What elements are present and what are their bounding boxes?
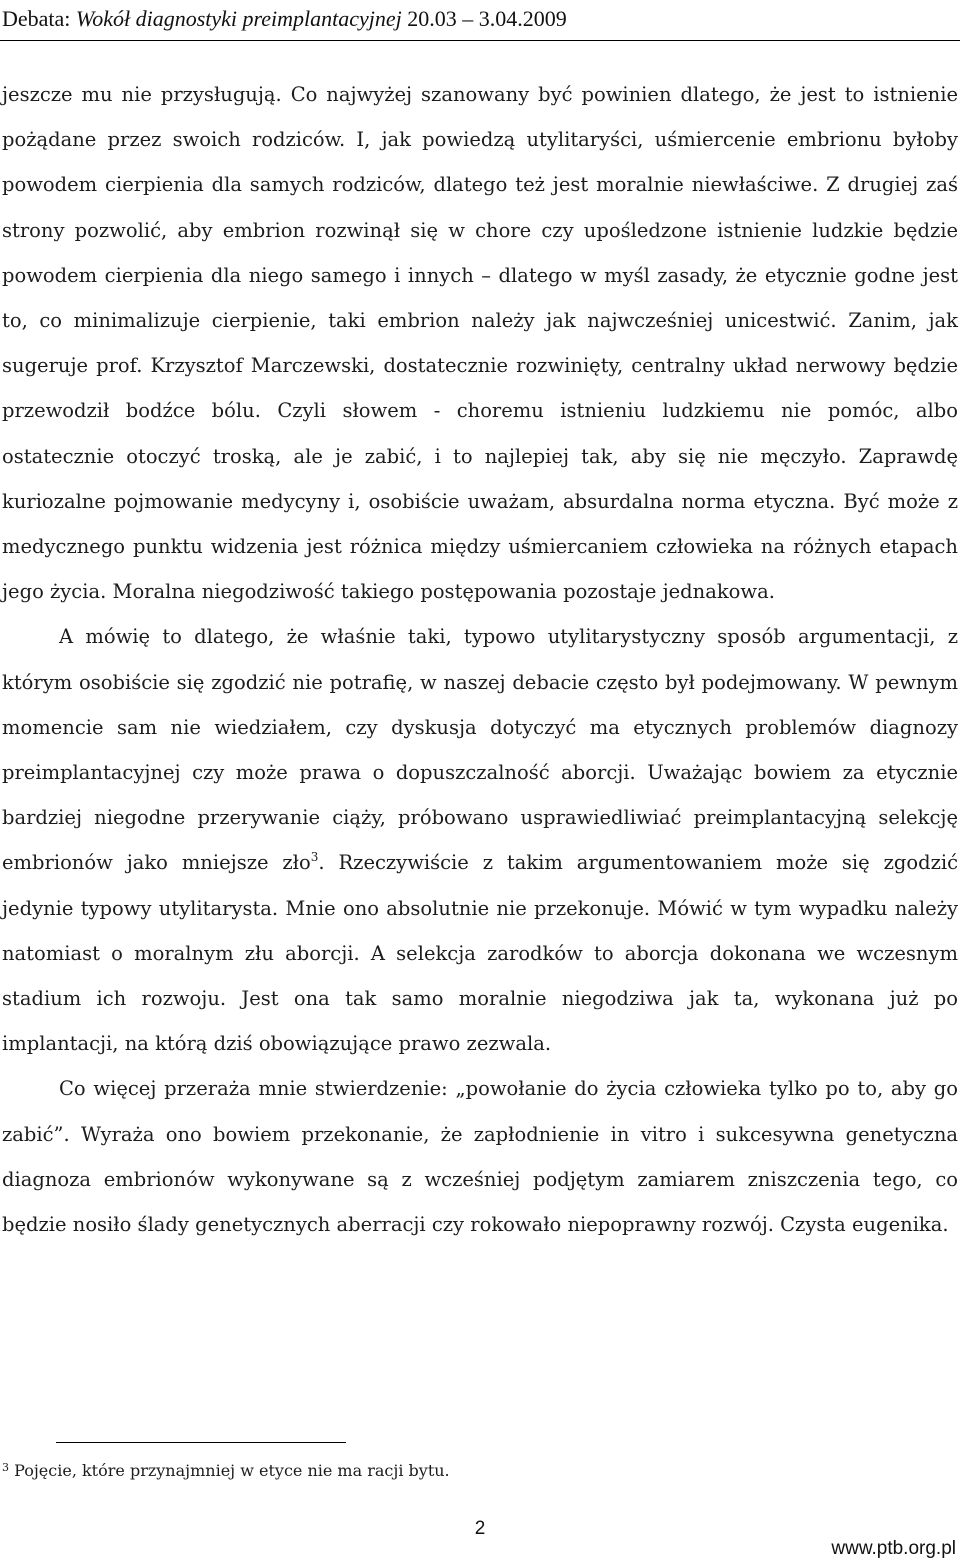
footer-url[interactable]: www.ptb.org.pl (831, 1538, 956, 1559)
header-dates: 20.03 – 3.04.2009 (401, 6, 567, 31)
footnote-text: Pojęcie, które przynajmniej w etyce nie ma racji bytu. (9, 1461, 450, 1480)
footnote-separator (56, 1442, 346, 1443)
article-body (2, 72, 958, 1247)
header-topic: Wokół diagnostyki preimplantacyjnej (75, 6, 402, 31)
paragraph-2 (2, 614, 958, 1066)
header-rule (0, 40, 960, 41)
running-header (2, 4, 567, 34)
paragraph-2-text-a: A mówię to dlatego, że właśnie taki, typowo utylitarystyczny sposób argumentacji, z którym osobiście się zgodzić nie potrafię, w naszej debacie często był podejmowany. W pewnym momencie sam nie wiedziałem, czy dyskusja dotyczyć ma etycznych problemów diagnozy preimplantacyjnej czy może prawa o dopuszczalność aborcji. Uważając bowiem za etycznie bardziej niegodne przerywanie ciąży, próbowano usprawiedliwiać preimplantacyjną selekcję embrionów jako mniejsze zło (2, 625, 958, 875)
paragraph-2-text-b: . Rzeczywiście z takim argumentowaniem może się zgodzić jedynie typowy utylitarysta. Mnie ono absolutnie nie przekonuje. Mówić w tym wypadku należy natomiast o moralnym złu aborcji. A selekcja zarodków to aborcja dokonana we wczesnym stadium ich rozwoju. Jest ona tak samo moralnie niegodziwa jak ta, wykonana już po implantacji, na którą dziś obowiązujące prawo zezwala. (2, 851, 959, 1056)
paragraph-3: Co więcej przeraża mnie stwierdzenie: „powołanie do życia człowieka tylko po to, aby go zabić”. Wyraża ono bowiem przekonanie, że zapłodnienie in vitro i sukcesywna genetyczna diagnoza embrionów wykonywane są z wcześniej podjętym zamiarem zniszczenia tego, co będzie nosiło ślady genetycznych aberracji czy rokowało niepoprawny rozwój. Czysta eugenika. (2, 1077, 958, 1237)
footnote-number: 3 (2, 1461, 9, 1474)
paragraph-1: jeszcze mu nie przysługują. Co najwyżej szanowany być powinien dlatego, że jest to istnienie pożądane przez swoich rodziców. I, jak powiedzą utylitaryści, uśmiercenie embrionu byłoby powodem cierpienia dla samych rodziców, dlatego też jest moralnie niewłaściwe. Z drugiej zaś strony pozwolić, aby embrion rozwinął się w chore czy upośledzone istnienie ludzkie będzie powodem cierpienia dla niego samego i innych – dlatego w myśl zasady, że etycznie godne jest to, co minimalizuje cierpienie, taki embrion należy jak najwcześniej unicestwić. Zanim, jak sugeruje prof. Krzysztof Marczewski, dostatecznie rozwinięty, centralny układ nerwowy będzie przewodził bodźce bólu. Czyli słowem - choremu istnieniu ludzkiemu nie pomóc, albo ostatecznie otoczyć troską, ale je zabić, i to najlepiej tak, aby się nie męczyło. Zaprawdę kuriozalne pojmowanie medycyny i, osobiście uważam, absurdalna norma etyczna. Być może z medycznego punktu widzenia jest różnica między uśmiercaniem człowieka na różnych etapach jego życia. Moralna niegodziwość takiego postępowania pozostaje jednakowa. (2, 83, 958, 604)
page-header (0, 0, 960, 48)
page-number: 2 (474, 1518, 486, 1539)
footnote-reference[interactable]: 3 (310, 850, 319, 865)
footnote (2, 1460, 450, 1482)
header-label: Debata: (2, 6, 76, 31)
